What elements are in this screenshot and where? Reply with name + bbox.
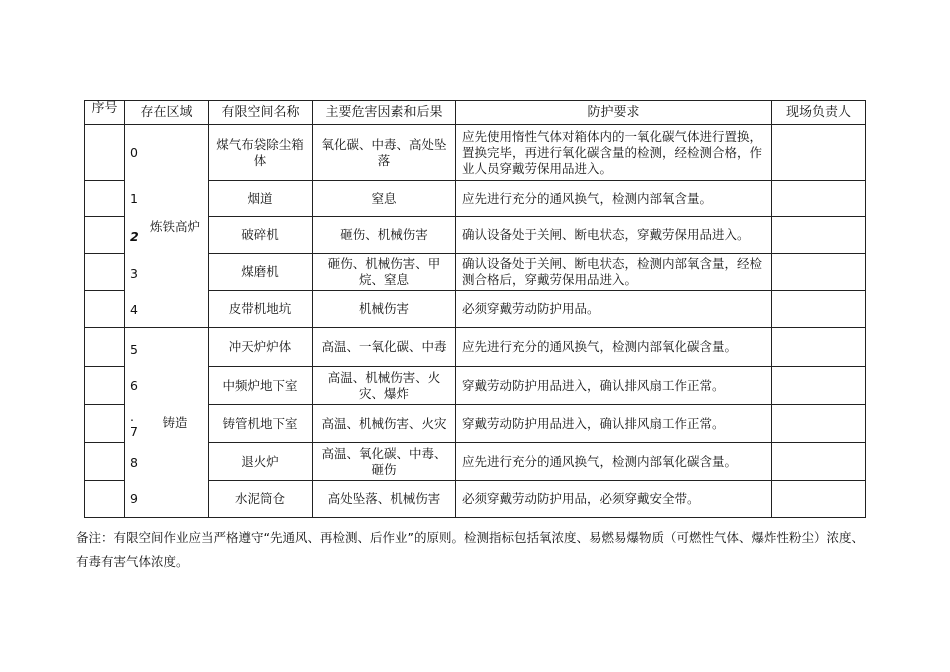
row-line (84, 216, 124, 217)
footnote: 备注：有限空间作业应当严格遵守“先通风、再检测、后作业”的原则。检测指标包括氧浓度、易燃易爆物质（可燃性气体、爆炸性粉尘）浓度、有毒有害气体浓度。 (76, 530, 864, 569)
row-line (84, 404, 124, 405)
requirement-text: 应先进行充分的通风换气，检测内部氧含量。 (462, 190, 713, 206)
row-number: 9 (130, 491, 138, 506)
requirement-text: 应先使用惰性气体对箱体内的一氧化碳气体进行置换，置换完毕，再进行氧化碳含量的检测，经检测合格，作业人员穿戴劳保用品进入。 (462, 128, 763, 176)
row-line (84, 290, 124, 291)
requirement-text: 必须穿戴劳动防护用品，必须穿戴安全带。 (462, 491, 700, 506)
requirement-text: 应先进行充分的通风换气，检测内部氧化碳含量。 (462, 453, 738, 469)
requirement-text: 穿戴劳动防护用品进入，确认排风扇工作正常。 (462, 415, 725, 431)
row-line (84, 442, 124, 443)
row-line (84, 253, 124, 254)
row-number: 1 (130, 191, 138, 206)
space-name: 煤磨机 (241, 264, 279, 279)
hazard-text: 窒息 (371, 190, 397, 206)
header-seq: 序号 (91, 101, 118, 116)
space-name: 破碎机 (241, 227, 279, 242)
header-hazard: 主要危害因素和后果 (325, 104, 443, 120)
requirement-text: 确认设备处于关闸、断电状态，检测内部氧含量，经检测合格后，穿戴劳保用品进入。 (462, 256, 763, 287)
area-ironmaking: 炼铁高炉 (149, 219, 200, 234)
col-line (124, 100, 125, 518)
space-name: 铸管机地下室 (222, 415, 298, 431)
row-number: 4 (130, 302, 138, 317)
row-number: 5 (130, 342, 138, 357)
border-line (84, 100, 85, 518)
header-requirement: 防护要求 (587, 104, 640, 120)
space-name: 退火炉 (241, 453, 279, 469)
row-number: 0 (130, 145, 138, 160)
stray-mark-dot: . (130, 409, 134, 424)
hazard-text: 机械伤害 (358, 301, 409, 316)
space-name: 中频炉地下室 (222, 377, 298, 393)
col-line (208, 100, 209, 518)
requirement-text: 应先进行充分的通风换气，检测内部氧化碳含量。 (462, 339, 738, 354)
area-casting: 铸造 (162, 415, 188, 430)
space-name: 皮带机地坑 (228, 301, 292, 316)
border-line (865, 100, 866, 518)
header-owner: 现场负责人 (785, 104, 851, 120)
hazard-text: 高处坠落、机械伤害 (327, 491, 441, 506)
requirement-text: 确认设备处于关闸、断电状态，穿戴劳保用品进入。 (462, 227, 750, 242)
hazard-text: 砸伤、机械伤害、甲烷、窒息 (327, 256, 441, 287)
col-line (455, 100, 456, 518)
header-space-name: 有限空间名称 (221, 104, 300, 120)
row-number: 3 (130, 266, 138, 281)
col-line (771, 100, 772, 518)
row-number: 6 (130, 378, 138, 393)
space-name: 水泥筒仓 (234, 491, 285, 506)
hazard-text: 高温、机械伤害、火灾、爆炸 (327, 369, 441, 401)
stray-mark-two: 2 (130, 229, 139, 244)
requirement-text: 穿戴劳动防护用品进入，确认排风扇工作正常。 (462, 377, 725, 393)
hazard-text: 砸伤、机械伤害 (340, 227, 428, 242)
header-area: 存在区域 (140, 104, 193, 120)
row-line (84, 180, 124, 181)
hazard-text: 氧化碳、中毒、高处坠落 (321, 136, 447, 168)
hazard-text: 高温、氧化碳、中毒、砸伤 (321, 445, 447, 477)
row-line (84, 366, 124, 367)
row-number: 8 (130, 455, 138, 470)
row-line (84, 480, 124, 481)
hazard-text: 高温、机械伤害、火灾 (321, 415, 447, 431)
space-name: 冲天炉炉体 (228, 339, 292, 354)
col-line (312, 100, 313, 518)
space-name: 烟道 (247, 190, 273, 206)
requirement-text: 必须穿戴劳动防护用品。 (462, 301, 600, 316)
border-line (84, 517, 865, 518)
hazard-text: 高温、一氧化碳、中毒 (321, 339, 447, 354)
row-number: 7 (130, 424, 138, 439)
space-name: 煤气布袋除尘箱体 (216, 136, 304, 168)
